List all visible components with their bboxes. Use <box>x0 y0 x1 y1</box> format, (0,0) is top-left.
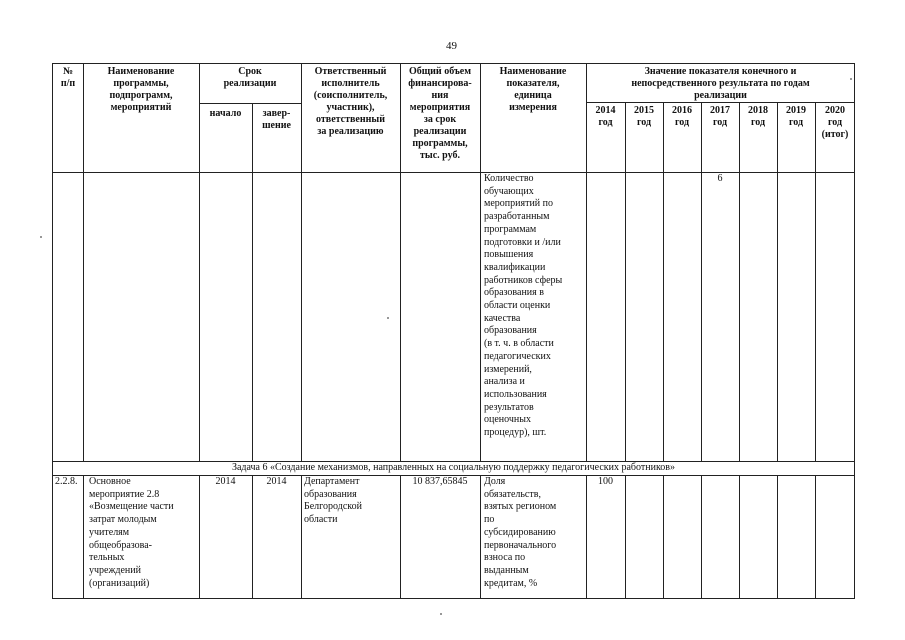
header-year-2015: 2015 год <box>634 105 654 128</box>
scan-speck <box>440 613 442 615</box>
header-responsible: Ответственный исполнитель (соисполнитель, участник), ответственный за реализацию <box>313 66 388 137</box>
row2-start-year: 2014 <box>215 476 236 487</box>
row2-end-year: 2014 <box>266 476 287 487</box>
header-program-name: Наименование программы, подпрограмм, мероприятий <box>107 66 175 113</box>
header-term-start: начало <box>209 108 242 119</box>
row2-activity-name: Основное мероприятие 2.8 «Возмещение части затрат молодым учителям общеобразова- тельных учреждений (организаций) <box>89 476 174 589</box>
header-funding: Общий объем финансирова- ния мероприятия за срок реализации программы, тыс. руб. <box>408 66 472 161</box>
header-year-2019: 2019 год <box>786 105 806 128</box>
row2-value-2014: 100 <box>598 476 613 487</box>
header-indicator: Наименование показателя, единица измерения <box>499 66 567 113</box>
row2-responsible: Департамент образования Белгородской области <box>304 476 362 526</box>
header-year-2018: 2018 год <box>748 105 768 128</box>
header-values-title: Значение показателя конечного и непосредственного результата по годам реализации <box>631 66 810 101</box>
scan-speck <box>40 236 42 238</box>
header-year-2020: 2020 год (итог) <box>821 105 849 140</box>
page-number: 49 <box>446 40 457 52</box>
program-table <box>52 63 855 599</box>
header-year-2017: 2017 год <box>710 105 730 128</box>
row2-number: 2.2.8. <box>55 476 78 487</box>
task-6-heading: Задача 6 «Создание механизмов, направленных на социальную поддержку педагогических работников» <box>231 462 676 473</box>
scan-speck <box>850 78 852 80</box>
row1-value-2017: 6 <box>717 173 723 184</box>
row2-funding: 10 837,65845 <box>412 476 468 487</box>
scan-speck <box>387 317 389 319</box>
row2-indicator: Доля обязательств, взятых регионом по субсидированию первоначального взноса по выданным кредитам, % <box>484 476 557 589</box>
header-term: Срок реализации <box>223 66 277 89</box>
header-number: № п/п <box>60 66 76 89</box>
row1-indicator: Количество обучающих мероприятий по разработанным программам подготовки и /или повышения квалификации работников сферы образования в области оценки качества образования (в т. ч. в области педагогических измерений, анализа и использования результатов оценочных процедур), шт. <box>484 173 563 439</box>
header-term-end: завер- шение <box>262 108 291 131</box>
header-year-2016: 2016 год <box>672 105 692 128</box>
header-year-2014: 2014 год <box>595 105 616 128</box>
